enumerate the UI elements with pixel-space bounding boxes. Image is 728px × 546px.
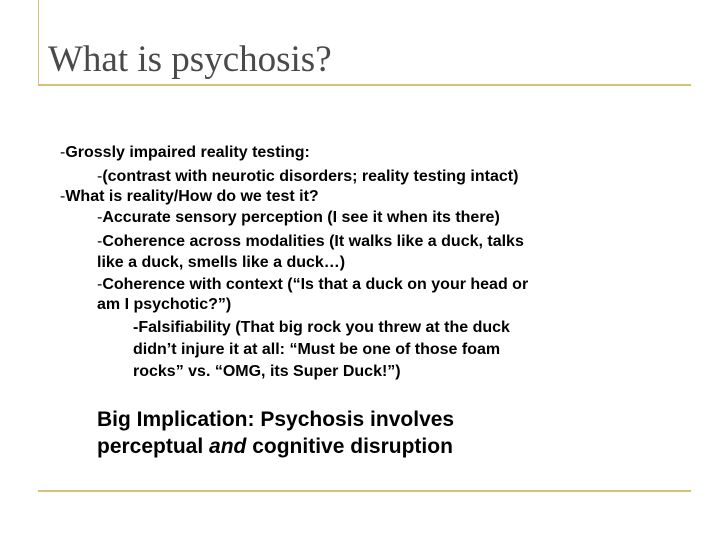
bullet-dash: - xyxy=(60,144,66,161)
sub-sub-bullet-falsifiability: -Falsifiability (That big rock you threw at the duck xyxy=(133,319,510,336)
bullet-text: Coherence with context (“Is that a duck on your head or xyxy=(102,276,529,293)
title-divider-vertical xyxy=(38,0,39,86)
sub-bullet-sensory-perception xyxy=(97,208,500,228)
sub-sub-bullet-falsifiability-cont: didn’t injure it at all: “Must be one of those foam xyxy=(133,341,501,358)
title-divider xyxy=(38,84,691,86)
sub-bullet-neurotic-contrast xyxy=(97,167,518,187)
bullet-dash: - xyxy=(97,168,103,185)
bullet-dash: - xyxy=(97,209,103,226)
bullet-what-is-reality xyxy=(60,187,319,207)
sub-bullet-modalities-cont: like a duck, smells like a duck…) xyxy=(97,254,346,271)
slide-title: What is psychosis? xyxy=(48,39,332,80)
implication-text-start: perceptual xyxy=(97,435,210,458)
sub-bullet-modalities xyxy=(97,232,524,252)
bullet-dash: - xyxy=(97,276,103,293)
bullet-dash: - xyxy=(97,233,103,250)
footer-divider xyxy=(38,490,691,492)
bullet-text: What is reality/How do we test it? xyxy=(65,188,319,205)
bullet-reality-testing xyxy=(60,143,310,163)
sub-bullet-context xyxy=(97,275,528,295)
implication-text-end: cognitive disruption xyxy=(246,435,453,458)
bullet-text: (contrast with neurotic disorders; reality testing intact) xyxy=(102,168,519,185)
implication-line-2 xyxy=(97,434,453,460)
bullet-dash: - xyxy=(60,188,66,205)
sub-sub-bullet-falsifiability-cont2: rocks” vs. “OMG, its Super Duck!”) xyxy=(133,363,401,380)
implication-emphasis: and xyxy=(209,435,247,458)
implication-line-1: Big Implication: Psychosis involves xyxy=(97,408,455,431)
bullet-text: Coherence across modalities (It walks like a duck, talks xyxy=(102,233,524,250)
bullet-text: Accurate sensory perception (I see it when its there) xyxy=(102,209,500,226)
bullet-text: Grossly impaired reality testing: xyxy=(65,144,310,161)
sub-bullet-context-cont: am I psychotic?”) xyxy=(97,296,232,313)
